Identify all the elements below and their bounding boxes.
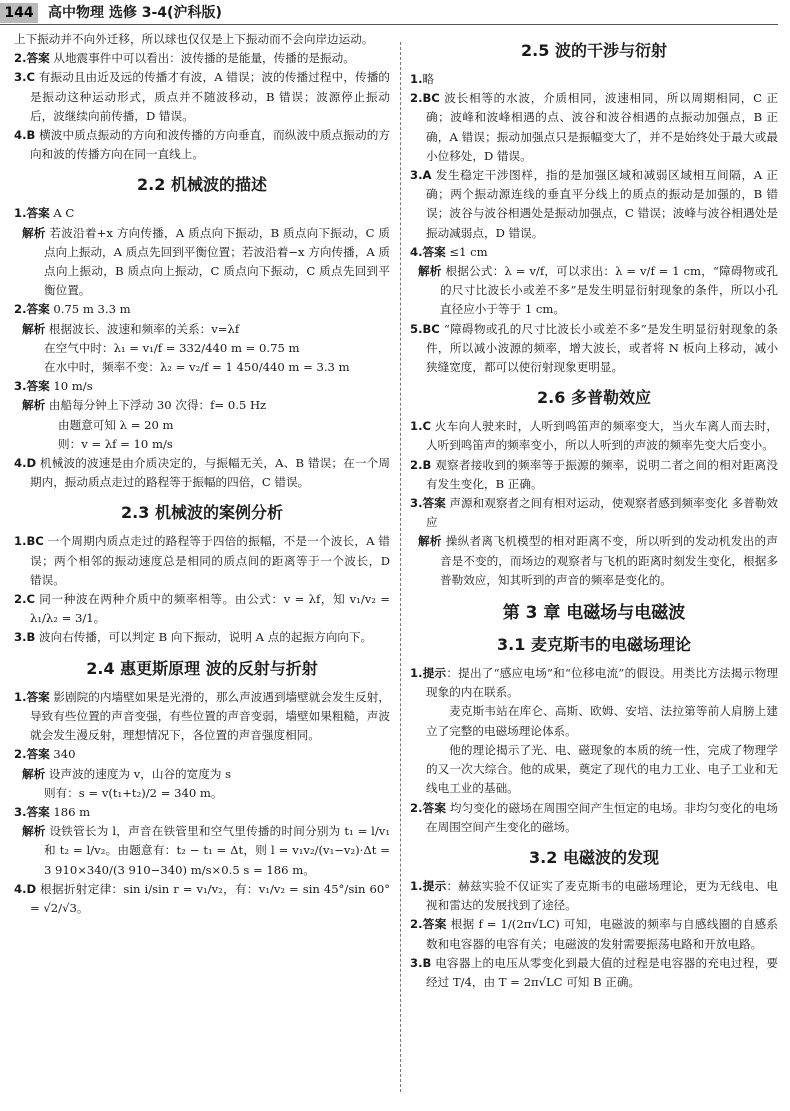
item-text: 若波沿着+x 方向传播，A 质点向下振动，B 质点向下振动，C 质点向上振动，A 质点先回到平衡位置；若波沿着−x 方向传播，A 质点向上振动，B 质点向上振动，C 质点向下振动，C 质点先回到平衡位置。 bbox=[44, 225, 390, 298]
item-text: 波向右传播，可以判定 B 向下振动，说明 A 点的起振方向向下。 bbox=[35, 630, 373, 645]
answer-item bbox=[14, 628, 390, 647]
answer-label: 解析 bbox=[22, 824, 46, 839]
item-text: 设声波的速度为 v，山谷的宽度为 s bbox=[45, 766, 232, 781]
section-heading: 2.4 惠更斯原理 波的反射与折射 bbox=[86, 658, 318, 678]
answer-label: 解析 bbox=[418, 534, 442, 549]
answer-item bbox=[410, 89, 778, 166]
text-paragraph bbox=[410, 702, 778, 740]
column-divider bbox=[400, 42, 401, 1092]
answer-item bbox=[14, 880, 390, 918]
answer-item bbox=[14, 49, 390, 68]
item-number: 1. bbox=[410, 666, 423, 681]
answer-item bbox=[14, 454, 390, 492]
answer-label: 答案 bbox=[26, 804, 50, 819]
section-heading: 2.2 机械波的描述 bbox=[137, 175, 267, 195]
section-heading: 3.2 电磁波的发现 bbox=[529, 847, 659, 867]
item-text: ≤1 cm bbox=[445, 244, 488, 259]
answer-item bbox=[410, 954, 778, 992]
item-text: 340 bbox=[49, 747, 76, 762]
item-text: “障碍物或孔的尺寸比波长小或差不多”是发生明显衍射现象的条件，所以减小波源的频率，增大波长，或者将 N 板向上移动，减小狭缝宽度，都可以使衍射现象更明显。 bbox=[426, 321, 778, 375]
answer-item bbox=[410, 166, 778, 243]
text-paragraph bbox=[410, 532, 778, 590]
item-number: 3. bbox=[14, 379, 27, 394]
answer-label: 答案 bbox=[422, 244, 446, 259]
item-number: 1. bbox=[14, 206, 27, 221]
item-text: 在水中时，频率不变：λ₂ = v₂/f = 1 450/440 m = 3.3 m bbox=[44, 360, 350, 375]
section-heading: 3.1 麦克斯韦的电磁场理论 bbox=[497, 635, 691, 655]
answer-label: 答案 bbox=[422, 496, 446, 511]
text-paragraph bbox=[14, 30, 390, 49]
text-paragraph bbox=[14, 416, 390, 435]
item-text: 从地震事件中可以看出：波传播的是能量，传播的是振动。 bbox=[49, 51, 355, 66]
header-rule bbox=[0, 24, 778, 25]
item-text: 10 m/s bbox=[49, 379, 93, 394]
item-text: 操纵者离飞机模型的相对距离不变，所以听到的发动机发出的声音是不变的，而场边的观察者与飞机的距离时刻发生变化，根据多普勒效应，知其听到的声音的频率是变化的。 bbox=[440, 534, 778, 587]
item-number: 4.B bbox=[14, 128, 36, 143]
item-text: 声源和观察者之间有相对运动，使观察者感到频率变化 多普勒效应 bbox=[426, 496, 778, 530]
answer-item bbox=[14, 745, 390, 764]
answer-item bbox=[14, 204, 390, 223]
item-text: 根据 f = 1/(2π√LC) 可知，电磁波的频率与自感线圈的自感系数和电容器的电容有关；电磁波的发射需要振荡电路和开放电路。 bbox=[426, 917, 778, 951]
answer-item bbox=[14, 803, 390, 822]
item-text: 上下振动并不向外迁移，所以球也仅仅是上下振动而不会向岸边运动。 bbox=[14, 32, 374, 46]
item-number: 2. bbox=[14, 747, 27, 762]
item-number: 1.BC bbox=[14, 534, 44, 549]
item-text: 均匀变化的磁场在周围空间产生恒定的电场。非均匀变化的电场在周围空间产生变化的磁场。 bbox=[426, 800, 778, 834]
item-number: 3. bbox=[14, 804, 27, 819]
item-text: 他的理论揭示了光、电、磁现象的本质的统一性，完成了物理学的又一次大综合。他的成果，奠定了现代的电力工业、电子工业和无线电工业的基础。 bbox=[426, 742, 778, 796]
item-number: 2.BC bbox=[410, 91, 440, 106]
item-text: 一个周期内质点走过的路程等于四倍的振幅，不是一个波长，A 错误；两个相邻的振动速度总是相同的质点间的距离等于一个波长，D 错误。 bbox=[30, 534, 390, 587]
item-text: 186 m bbox=[49, 804, 91, 819]
answer-item bbox=[410, 877, 778, 915]
item-number: 3. bbox=[410, 496, 423, 511]
text-paragraph bbox=[410, 262, 778, 320]
item-text: 根据波长、波速和频率的关系：v=λf bbox=[45, 321, 240, 336]
item-text: 则：v = λf = 10 m/s bbox=[58, 436, 173, 451]
text-paragraph bbox=[14, 224, 390, 301]
section-heading: 2.5 波的干涉与衍射 bbox=[521, 41, 667, 60]
item-text: 观察者接收到的频率等于振源的频率，说明二者之间的相对距离没有发生变化，B 正确。 bbox=[426, 457, 778, 491]
item-number: 3.B bbox=[410, 955, 432, 970]
item-text: 有振动且由近及远的传播才有波，A 错误；波的传播过程中，传播的是振动这种运动形式，质点并不随波移动，B 错误；波源停止振动后，波继续向前传播，D 错误。 bbox=[30, 70, 390, 123]
item-text: 由题意可知 λ = 20 m bbox=[58, 417, 174, 432]
item-number: 2. bbox=[410, 917, 423, 932]
item-number: 1.C bbox=[410, 419, 431, 434]
item-text: 横波中质点振动的方向和波传播的方向垂直，而纵波中质点振动的方向和波的传播方向在同一直线上。 bbox=[30, 128, 390, 162]
answer-label: 解析 bbox=[22, 766, 46, 781]
item-text: 由船每分钟上下浮动 30 次得：f= 0.5 Hz bbox=[45, 398, 267, 413]
answer-item bbox=[14, 532, 390, 590]
item-text: 影剧院的内墙壁如果是光滑的，那么声波遇到墙壁就会发生反射，导致有些位置的声音变强，有些位置的声音变弱，墙壁如果粗糙，声波就会发生漫反射，理想情况下，各位置的声音强度相同。 bbox=[30, 689, 390, 743]
answer-label: 答案 bbox=[26, 206, 50, 221]
answer-item bbox=[410, 799, 778, 837]
item-number: 2.C bbox=[14, 592, 35, 607]
item-number: 1. bbox=[410, 878, 423, 893]
item-text: 机械波的波速是由介质决定的，与振幅无关，A、B 错误；在一个周期内，振动质点走过的路程等于振幅的四倍，C 错误。 bbox=[30, 456, 390, 490]
answer-label: 答案 bbox=[422, 800, 447, 815]
answer-item bbox=[410, 417, 778, 455]
item-number: 2. bbox=[14, 51, 27, 66]
text-paragraph bbox=[14, 396, 390, 415]
item-number: 4.D bbox=[14, 881, 37, 896]
left-column bbox=[14, 30, 390, 918]
item-text: 在空气中时：λ₁ = v₁/f = 332/440 m = 0.75 m bbox=[44, 340, 300, 355]
answer-label: 解析 bbox=[22, 321, 46, 336]
item-text: 同一种波在两种介质中的频率相等。由公式：v = λf，知 v₁/v₂ = λ₁/λ₂ = 3/1。 bbox=[30, 592, 390, 626]
item-number: 5.BC bbox=[410, 321, 440, 336]
item-number: 4.D bbox=[14, 456, 37, 471]
answer-item bbox=[410, 70, 778, 89]
answer-item bbox=[410, 243, 778, 262]
item-number: 1. bbox=[14, 689, 27, 704]
answer-label: 解析 bbox=[418, 264, 442, 279]
item-number: 3.B bbox=[14, 630, 36, 645]
item-text: 波长相等的水波，介质相同，波速相同，所以周期相同，C 正确；波峰和波峰相遇的点、波谷和波谷相遇的点振动加强点，B 正确，A 错误；振动加强点只是振幅变大了，并不是始终处于最大或最小位移处，D 错误。 bbox=[426, 91, 778, 163]
item-text: 电容器上的电压从零变化到最大值的过程是电容器的充电过程，要经过 T/4，由 T = 2π√LC 可知 B 正确。 bbox=[426, 955, 778, 989]
answer-item bbox=[410, 320, 778, 378]
text-paragraph bbox=[14, 320, 390, 339]
text-paragraph bbox=[410, 741, 778, 799]
item-number: 1. bbox=[410, 72, 423, 86]
answer-item bbox=[14, 300, 390, 319]
answer-item bbox=[410, 915, 778, 953]
answer-item bbox=[14, 126, 390, 164]
item-text: 麦克斯韦站在库仑、高斯、欧姆、安培、法拉第等前人肩膀上建立了完整的电磁场理论体系。 bbox=[426, 704, 778, 738]
text-paragraph bbox=[14, 435, 390, 454]
item-number: 2. bbox=[410, 800, 423, 815]
answer-label: 提示 bbox=[422, 878, 447, 893]
item-text: 则有：s = v(t₁+t₂)/2 = 340 m。 bbox=[44, 785, 223, 800]
item-text: 根据折射定律：sin i/sin r = v₁/v₂，有：v₁/v₂ = sin 45°/sin 60° = √2/√3。 bbox=[30, 881, 390, 915]
item-text: 略 bbox=[422, 72, 435, 86]
chapter-heading: 第 3 章 电磁场与电磁波 bbox=[502, 603, 686, 624]
right-column bbox=[410, 30, 778, 992]
item-text: 发生稳定干涉图样，指的是加强区域和减弱区域相互间隔，A 正确；两个振动源连线的垂直平分线上的质点的振动是加强的，B 错误；波谷与波谷相遇处是振动加强点，C 错误；波峰与波谷相遇处是振动减弱点，D 错误。 bbox=[426, 168, 778, 240]
item-number: 2. bbox=[14, 302, 27, 317]
page-number: 144 bbox=[0, 3, 38, 23]
section-heading: 2.6 多普勒效应 bbox=[537, 388, 651, 408]
answer-label: 答案 bbox=[26, 51, 50, 66]
item-text: ：赫兹实验不仅证实了麦克斯韦的电磁场理论，更为无线电、电视和雷达的发展找到了途径。 bbox=[426, 878, 778, 913]
section-heading: 2.3 机械波的案例分析 bbox=[121, 503, 283, 523]
item-text: ：提出了“感应电场”和“位移电流”的假设。用类比方法揭示物理现象的内在联系。 bbox=[426, 666, 778, 700]
answer-item bbox=[14, 590, 390, 628]
answer-item bbox=[14, 688, 390, 746]
answer-label: 答案 bbox=[26, 302, 50, 317]
answer-item bbox=[14, 68, 390, 126]
text-paragraph bbox=[14, 784, 390, 803]
item-text: 火车向人驶来时，人听到鸣笛声的频率变大，当火车离人而去时，人听到鸣笛声的频率变小，所以人听到的声波的频率先变大后变小。 bbox=[426, 419, 779, 453]
item-text: A C bbox=[49, 206, 75, 221]
text-paragraph bbox=[14, 358, 390, 377]
answer-item bbox=[410, 664, 778, 702]
answer-label: 答案 bbox=[26, 379, 50, 394]
item-number: 3.C bbox=[14, 70, 35, 85]
answer-label: 提示 bbox=[422, 666, 447, 681]
item-text: 根据公式：λ = v/f，可以求出：λ = v/f = 1 cm，“障碍物或孔的尺寸比波长小或差不多”是发生明显衍射现象的条件，所以小孔直径应小于等于 1 cm。 bbox=[440, 264, 778, 317]
answer-label: 解析 bbox=[22, 398, 46, 413]
text-paragraph bbox=[14, 822, 390, 880]
answer-label: 答案 bbox=[26, 689, 50, 704]
item-number: 2.B bbox=[410, 457, 432, 472]
answer-label: 答案 bbox=[26, 747, 50, 762]
book-title: 高中物理 选修 3-4(沪科版) bbox=[48, 5, 222, 21]
answer-label: 答案 bbox=[422, 917, 447, 932]
answer-item bbox=[410, 494, 778, 532]
item-number: 4. bbox=[410, 244, 423, 259]
answer-item bbox=[14, 377, 390, 396]
answer-item bbox=[410, 456, 778, 494]
answer-label: 解析 bbox=[22, 225, 46, 240]
item-text: 设铁管长为 l，声音在铁管里和空气里传播的时间分别为 t₁ = l/v₁ 和 t₂ = l/v₂。由题意有：t₂ − t₁ = Δt，则 l = v₁v₂/(v₁−v₂)·Δt = 3 910×340/(3 910−340) m/s×0.5 s = 186 m。 bbox=[44, 824, 390, 877]
item-text: 0.75 m 3.3 m bbox=[49, 302, 131, 317]
text-paragraph bbox=[14, 339, 390, 358]
item-number: 3.A bbox=[410, 168, 432, 183]
page-header bbox=[0, 0, 790, 26]
text-paragraph bbox=[14, 765, 390, 784]
